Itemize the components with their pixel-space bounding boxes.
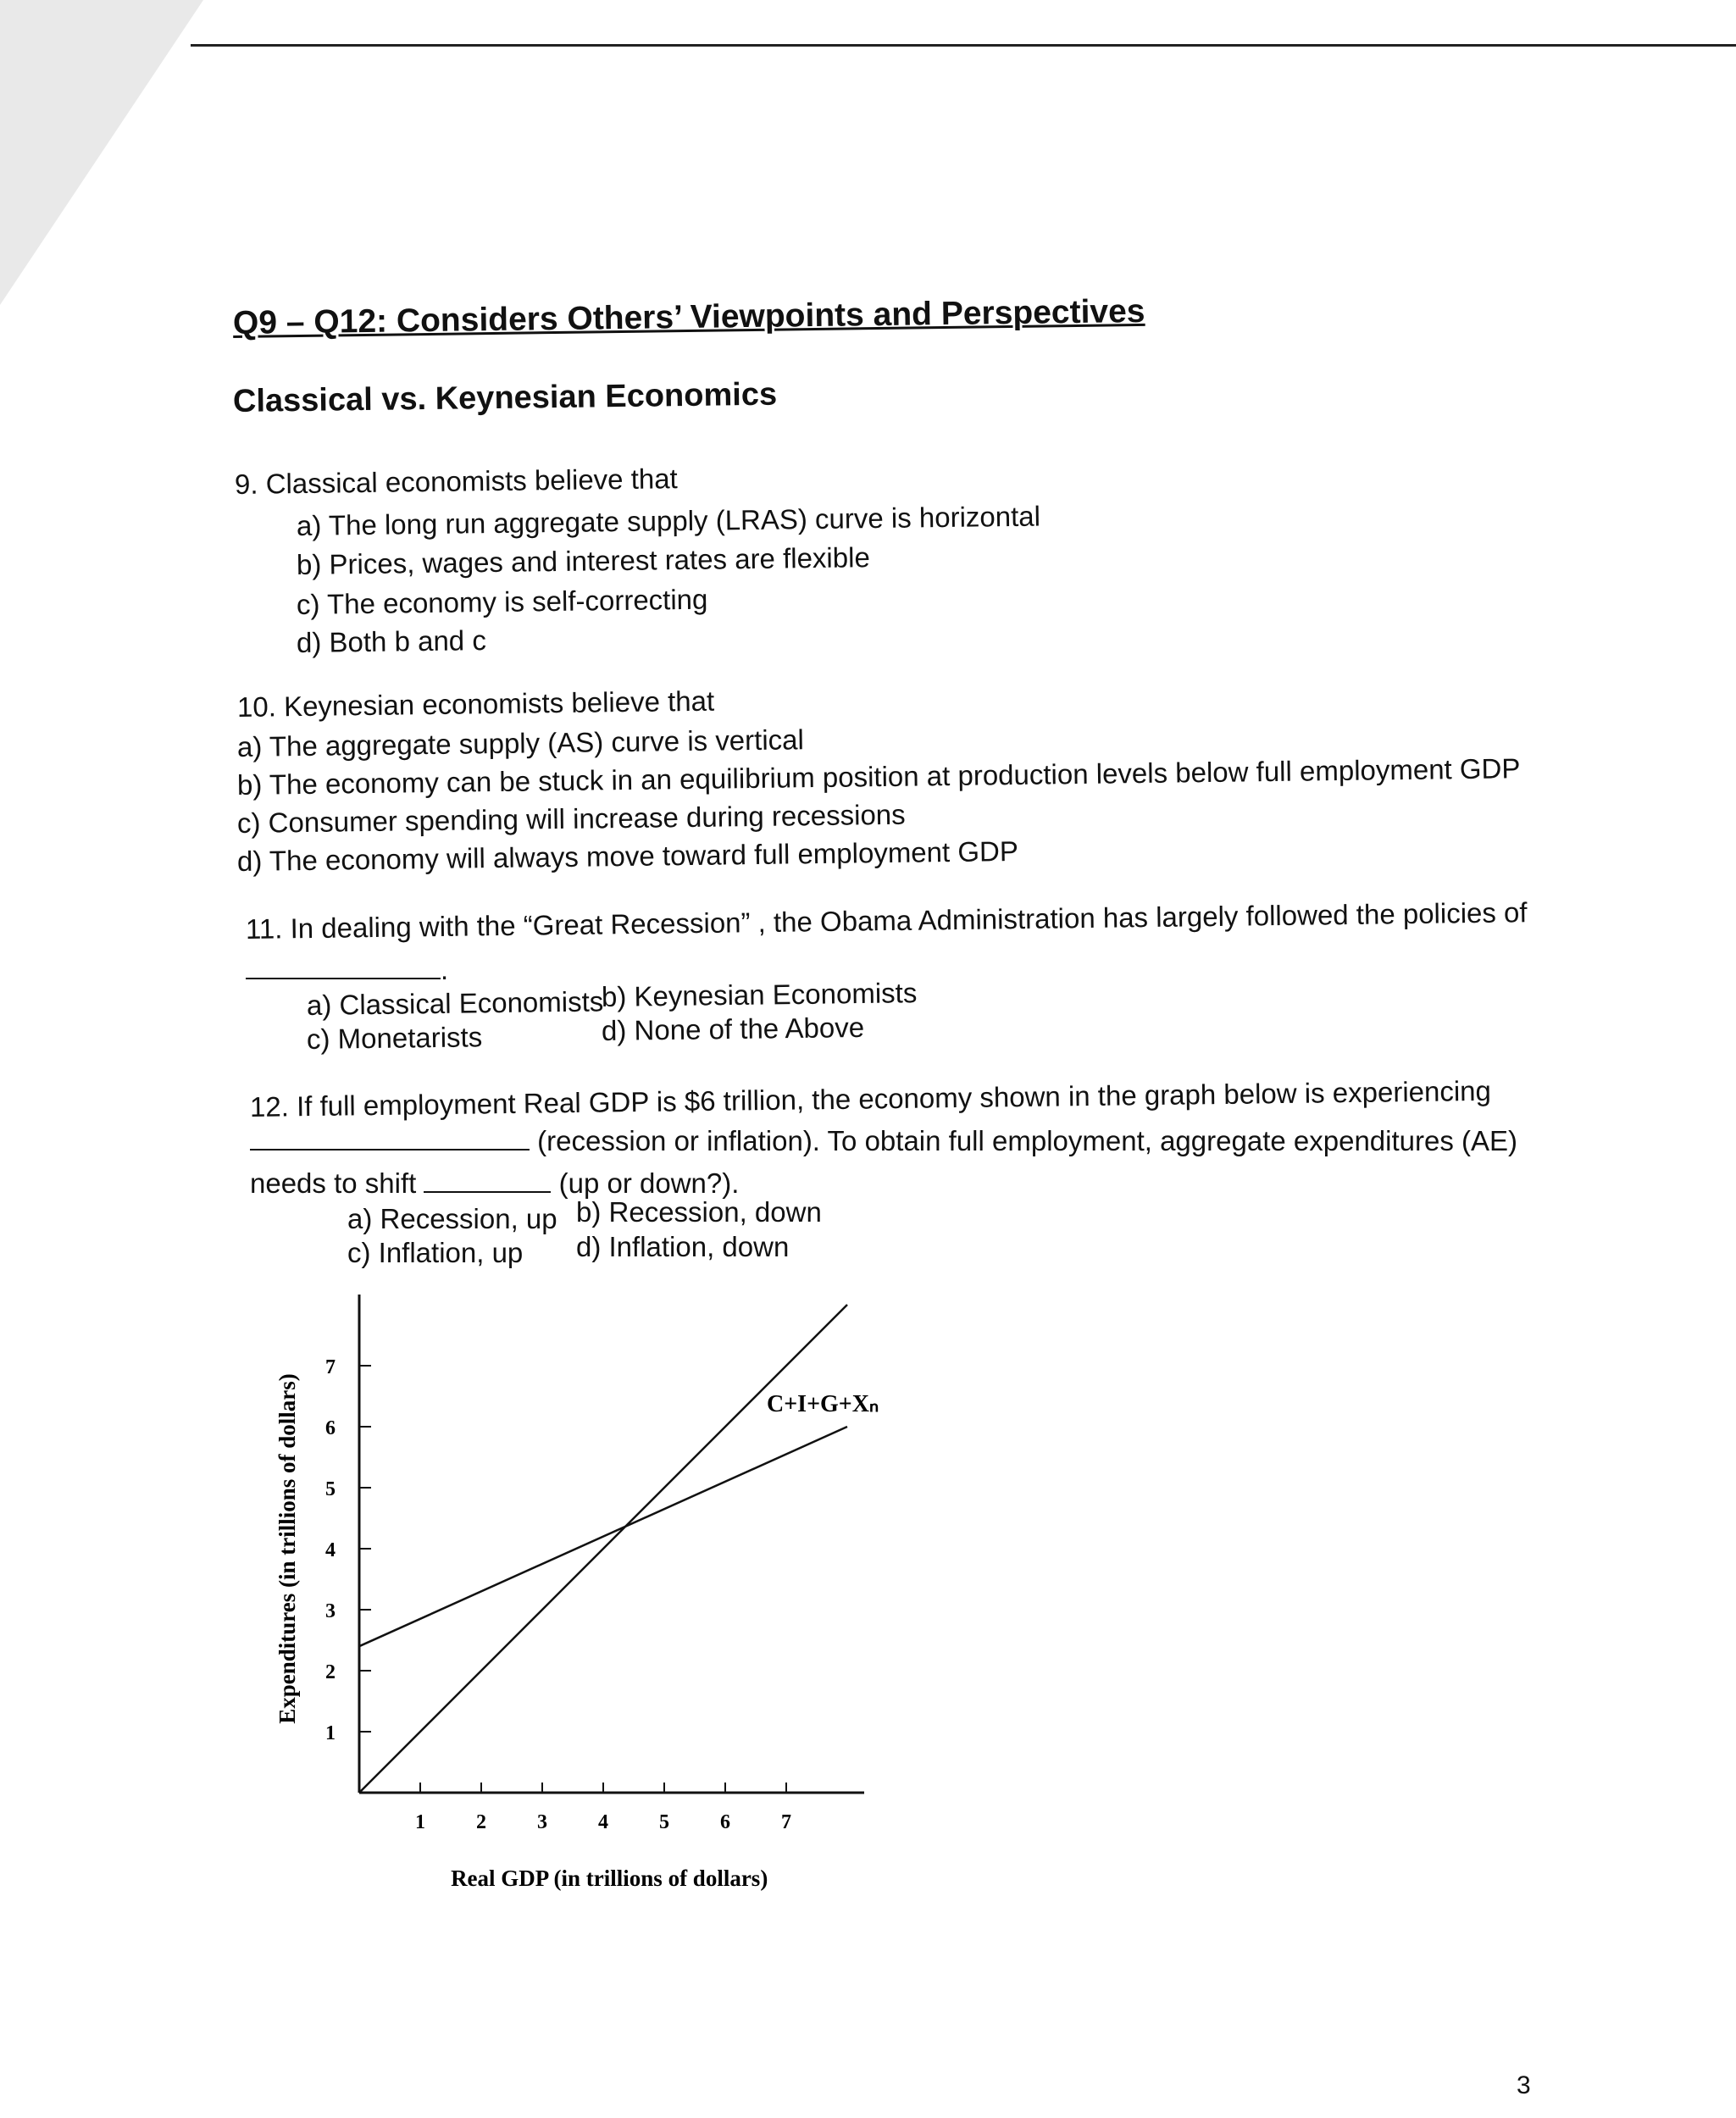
q11-stem: 11. In dealing with the “Great Recession” , the Obama Administration has largely followed the policies of xyxy=(245,896,1528,945)
series-label-aggregate-expenditure: C+I+G+Xₙ xyxy=(767,1391,879,1417)
series-line-aggregate-expenditure xyxy=(359,1427,847,1646)
chart-series xyxy=(359,1305,847,1793)
section-title: Q9 – Q12: Considers Others’ Viewpoints and Perspectives xyxy=(232,292,1145,341)
x-tick-label: 5 xyxy=(659,1811,669,1833)
x-tick-label: 6 xyxy=(720,1811,730,1833)
page-number: 3 xyxy=(1517,2071,1531,2099)
y-tick-label: 5 xyxy=(325,1478,336,1500)
top-border-line xyxy=(191,44,1736,47)
q9-option-b[interactable]: b) Prices, wages and interest rates are flexible xyxy=(296,541,871,580)
y-axis-label: Expenditures (in trillions of dollars) xyxy=(275,1373,300,1724)
q12-line3-prefix: needs to shift xyxy=(250,1167,417,1199)
q12-line3 xyxy=(250,1169,739,1197)
x-tick-label: 4 xyxy=(598,1811,608,1833)
x-axis-label: Real GDP (in trillions of dollars) xyxy=(451,1866,768,1891)
q12-option-a[interactable]: a) Recession, up xyxy=(347,1203,557,1234)
aggregate-expenditure-chart xyxy=(254,1279,879,1923)
q10-stem: 10. Keynesian economists believe that xyxy=(236,685,715,723)
q10-option-b[interactable]: b) The economy can be stuck in an equilibrium position at production levels below full employment GDP xyxy=(236,752,1521,801)
q11-option-d[interactable]: d) None of the Above xyxy=(601,1011,865,1046)
q11-option-c[interactable]: c) Monetarists xyxy=(306,1021,483,1055)
q10-option-c[interactable]: c) Consumer spending will increase during recessions xyxy=(236,798,906,839)
series-line-45-degree xyxy=(359,1305,847,1793)
y-tick-label: 3 xyxy=(325,1600,336,1622)
q12-blank-1[interactable] xyxy=(250,1148,530,1150)
q12-blank-2[interactable] xyxy=(424,1190,551,1193)
q11-answer-blank[interactable] xyxy=(246,956,448,984)
y-tick-label: 2 xyxy=(325,1661,336,1683)
q12-line2 xyxy=(250,1127,1517,1155)
x-tick-label: 2 xyxy=(476,1811,486,1833)
y-tick-label: 4 xyxy=(325,1539,336,1561)
y-tick-label: 6 xyxy=(325,1417,336,1439)
y-tick-label: 7 xyxy=(325,1356,336,1378)
q12-option-d[interactable]: d) Inflation, down xyxy=(576,1231,790,1262)
q9-option-a[interactable]: a) The long run aggregate supply (LRAS) curve is horizontal xyxy=(296,500,1041,541)
q12-stem: 12. If full employment Real GDP is $6 trillion, the economy shown in the graph below is experiencing xyxy=(249,1074,1492,1123)
x-tick-label: 1 xyxy=(415,1811,425,1833)
q10-option-d[interactable]: d) The economy will always move toward full employment GDP xyxy=(236,834,1019,877)
section-subtitle: Classical vs. Keynesian Economics xyxy=(232,376,778,419)
q9-option-d[interactable]: d) Both b and c xyxy=(296,624,487,658)
page-corner-shadow xyxy=(0,0,203,305)
y-axis-ticks xyxy=(325,1356,371,1744)
q9-option-c[interactable]: c) The economy is self-correcting xyxy=(296,583,708,620)
q11-blank-period: . xyxy=(441,954,449,985)
x-axis-ticks xyxy=(415,1783,791,1833)
x-tick-label: 7 xyxy=(781,1811,791,1833)
q12-option-c[interactable]: c) Inflation, up xyxy=(347,1237,524,1268)
q12-option-b[interactable]: b) Recession, down xyxy=(576,1196,822,1228)
q10-option-a[interactable]: a) The aggregate supply (AS) curve is vertical xyxy=(236,724,805,762)
y-tick-label: 1 xyxy=(325,1722,336,1744)
q9-stem: 9. Classical economists believe that xyxy=(234,463,678,500)
q11-option-a[interactable]: a) Classical Economists xyxy=(306,985,604,1021)
q12-line2-text: (recession or inflation). To obtain full employment, aggregate expenditures (AE) xyxy=(537,1125,1518,1156)
q11-option-b[interactable]: b) Keynesian Economists xyxy=(601,977,918,1012)
q12-line3-suffix: (up or down?). xyxy=(558,1167,740,1199)
x-tick-label: 3 xyxy=(537,1811,547,1833)
